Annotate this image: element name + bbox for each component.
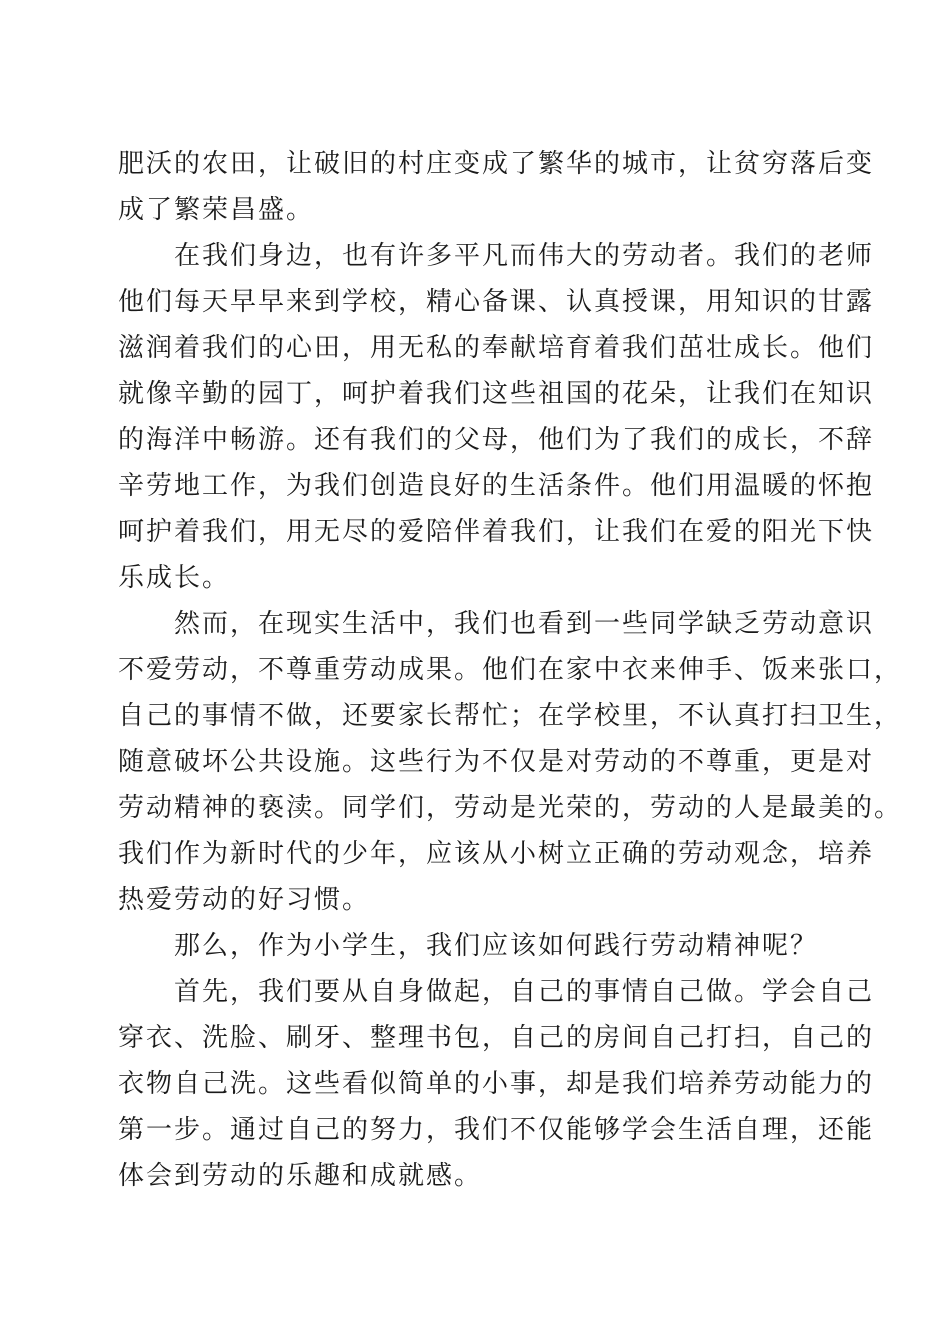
text-line: 成了繁荣昌盛。 bbox=[118, 195, 315, 225]
text-line: 那么，作为小学生，我们应该如何践行劳动精神呢？ bbox=[174, 931, 819, 961]
text-line: 辛劳地工作，为我们创造良好的生活条件。他们用温暖的怀抱 bbox=[118, 471, 875, 501]
body-text bbox=[118, 141, 903, 1199]
text-line: 穿衣、洗脸、刷牙、整理书包，自己的房间自己打扫，自己的 bbox=[118, 1023, 875, 1053]
paragraph-workers-around-us bbox=[118, 233, 875, 601]
text-line: 然而，在现实生活中，我们也看到一些同学缺乏劳动意识 bbox=[174, 609, 875, 639]
text-line: 第一步。通过自己的努力，我们不仅能够学会生活自理，还能 bbox=[118, 1115, 875, 1145]
paragraph-continuation bbox=[118, 141, 875, 233]
text-line: 滋润着我们的心田，用无私的奉献培育着我们茁壮成长。他们 bbox=[118, 333, 875, 363]
text-line: 首先，我们要从自身做起，自己的事情自己做。学会自己 bbox=[174, 977, 875, 1007]
text-line: 呵护着我们，用无尽的爱陪伴着我们，让我们在爱的阳光下快 bbox=[118, 517, 875, 547]
paragraph-lack-of-labor bbox=[118, 601, 903, 923]
text-line: 的海洋中畅游。还有我们的父母，他们为了我们的成长，不辞 bbox=[118, 425, 875, 455]
text-line: 不爱劳动，不尊重劳动成果。他们在家中衣来伸手、饭来张口， bbox=[118, 655, 903, 685]
text-line: 随意破坏公共设施。这些行为不仅是对劳动的不尊重，更是对 bbox=[118, 747, 875, 777]
text-line: 体会到劳动的乐趣和成就感。 bbox=[118, 1161, 483, 1191]
text-line: 肥沃的农田，让破旧的村庄变成了繁华的城市，让贫穷落后变 bbox=[118, 149, 875, 179]
text-line: 就像辛勤的园丁，呵护着我们这些祖国的花朵，让我们在知识 bbox=[118, 379, 875, 409]
text-line: 衣物自己洗。这些看似简单的小事，却是我们培养劳动能力的 bbox=[118, 1069, 875, 1099]
paragraph-first-step bbox=[118, 969, 875, 1199]
paragraph-question bbox=[118, 923, 838, 969]
text-line: 他们每天早早来到学校，精心备课、认真授课，用知识的甘露 bbox=[118, 287, 875, 317]
text-line: 热爱劳动的好习惯。 bbox=[118, 885, 371, 915]
text-line: 在我们身边，也有许多平凡而伟大的劳动者。我们的老师 bbox=[174, 241, 875, 271]
text-line: 自己的事情不做，还要家长帮忙；在学校里，不认真打扫卫生， bbox=[118, 701, 903, 731]
text-line: 我们作为新时代的少年，应该从小树立正确的劳动观念，培养 bbox=[118, 839, 875, 869]
text-line: 乐成长。 bbox=[118, 563, 231, 593]
text-line: 劳动精神的亵渎。同学们，劳动是光荣的，劳动的人是最美的。 bbox=[118, 793, 903, 823]
